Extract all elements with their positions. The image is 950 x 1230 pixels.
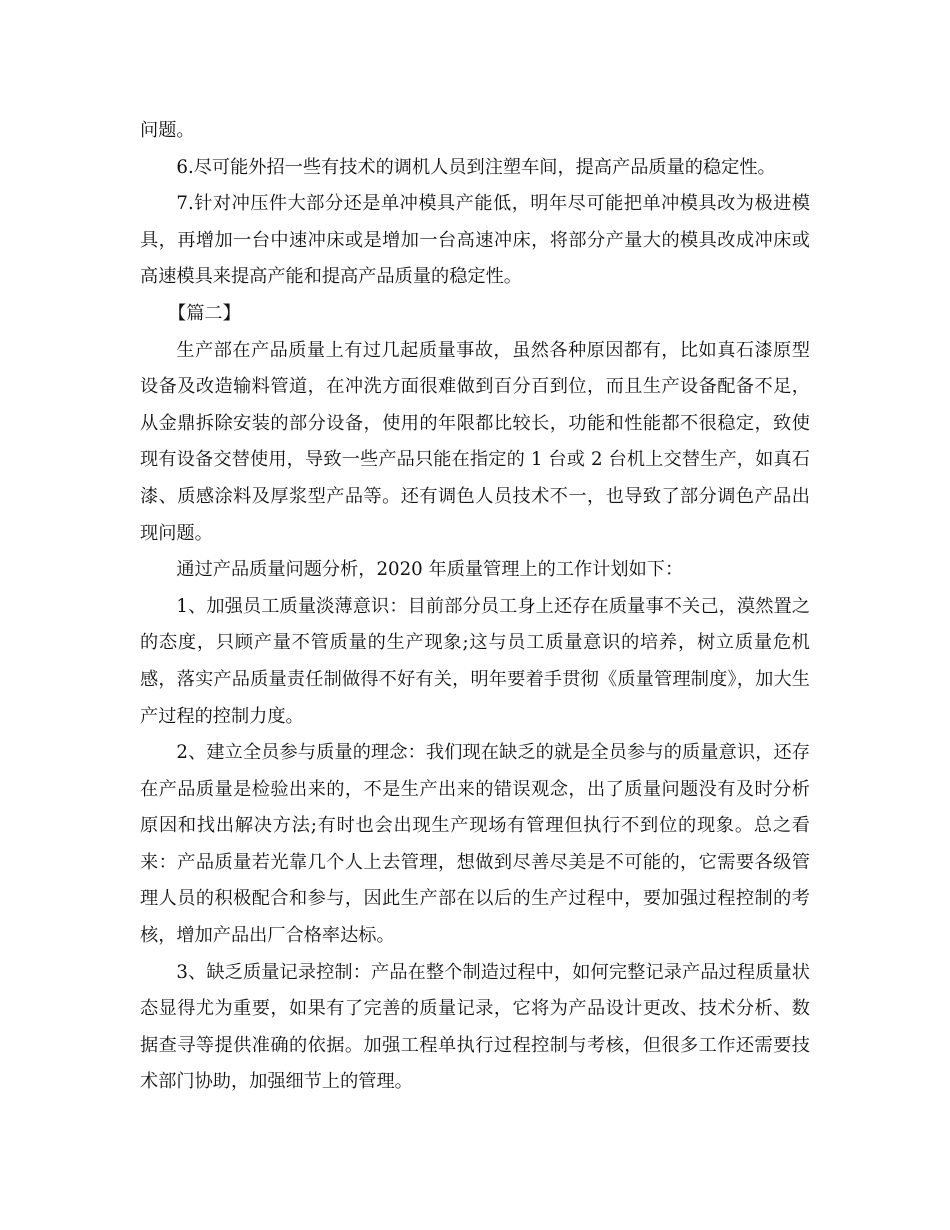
paragraph-point-2: 2、建立全员参与质量的理念：我们现在缺乏的就是全员参与的质量意识，还存在产品质量是检验出来的，不是生产出来的错误观念，出了质量问题没有及时分析原因和找出解决方法;有时也会出现生产现场有管理但执行不到位的现象。总之看来：产品质量若光靠几个人上去管理，想做到尽善尽美是不可能的，它需要各级管理人员的积极配合和参与，因此生产部在以后的生产过程中，要加强过程控制的考核，增加产品出厂合格率达标。 (140, 742, 810, 947)
section-heading: 【篇二】 (168, 302, 241, 324)
paragraph-item-6: 6.尽可能外招一些有技术的调机人员到注塑车间，提高产品质量的稳定性。 (176, 156, 776, 178)
paragraph-production-issues: 生产部在产品质量上有过几起质量事故，虽然各种原因都有，比如真石漆原型设备及改造输料管道，在冲洗方面很难做到百分百到位，而且生产设备配备不足，从金鼎拆除安装的部分设备，使用的年限都比较长，功能和性能都不很稳定，致使现有设备交替使用，导致一些产品只能在指定的 1 台或 2 台机上交替生产，如真石漆、质感涂料及厚浆型产品等。还有调色人员技术不一，也导致了部分调色产品出现问题。 (140, 339, 810, 544)
paragraph-item-7: 7.针对冲压件大部分还是单冲模具产能低，明年尽可能把单冲模具改为极进模具，再增加一台中速冲床或是增加一台高速冲床，将部分产量大的模具改成冲床或高速模具来提高产能和提高产品质量的稳定性。 (140, 193, 810, 288)
document-body (140, 113, 810, 1101)
paragraph-point-1: 1、加强员工质量淡薄意识：目前部分员工身上还存在质量事不关己，漠然置之的态度，只顾产量不管质量的生产现象;这与员工质量意识的培养，树立质量危机感，落实产品质量责任制做得不好有关，明年要着手贯彻《质量管理制度》，加大生产过程的控制力度。 (140, 595, 810, 727)
paragraph-point-3: 3、缺乏质量记录控制：产品在整个制造过程中，如何完整记录产品过程质量状态显得尤为重要，如果有了完善的质量记录，它将为产品设计更改、技术分析、数据查寻等提供准确的依据。加强工程单执行过程控制与考核，但很多工作还需要技术部门协助，加强细节上的管理。 (140, 961, 810, 1093)
paragraph-continuation: 问题。 (140, 120, 195, 141)
paragraph-plan-intro: 通过产品质量问题分析，2020 年质量管理上的工作计划如下： (176, 559, 684, 581)
